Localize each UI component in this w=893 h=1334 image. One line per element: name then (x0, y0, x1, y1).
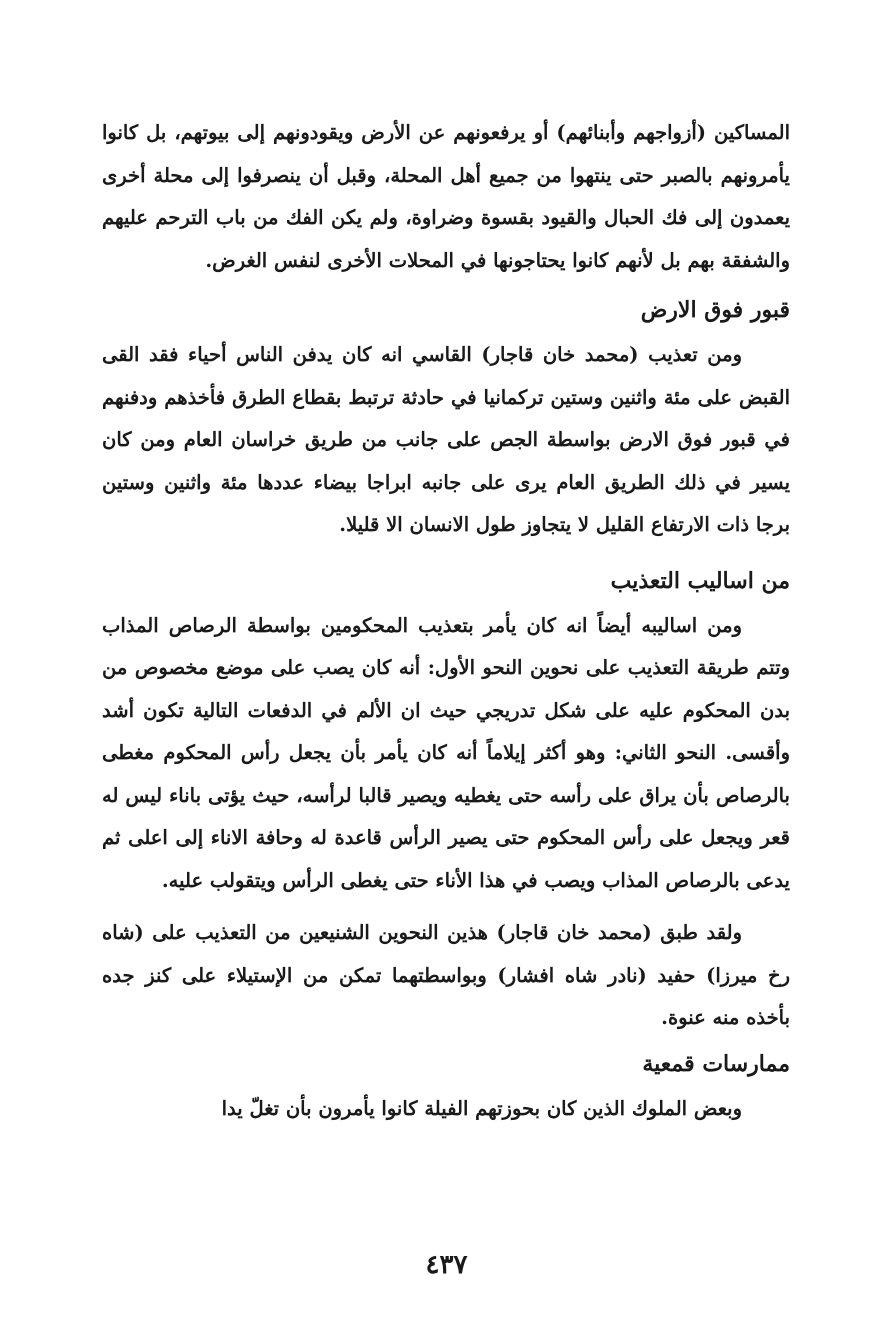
section-heading-repressive-practices: ممارسات قمعية (642, 1050, 790, 1077)
paragraph-molten-lead: ومن اساليبه أيضاً انه كان يأمر بتعذيب المحكومين بواسطة الرصاص المذاب وتتم طريقة التعذيب على نحوين النحو الأول: أنه كان يصب على موضع مخصوص من بدن المحكوم عليه على شكل تدريجي حيث ان الألم في الدفعات التالية تكون أشد وأقسى. النحو الثاني: وهو أكثر إيلاماً أنه كان يأمر بأن يجعل رأس المحكوم مغطى بالرصاص بأن يراق على رأسه حتى يغطيه ويصير قالبا لرأسه، حيث يؤتى باناء ليس له قعر ويجعل على رأس المحكوم حتى يصير الرأس قاعدة له وحافة الاناء إلى اعلى ثم يدعى بالرصاص المذاب ويصب في هذا الأناء حتى يغطى الرأس ويتقولب عليه. (102, 613, 790, 892)
page-number: ٤٣٧ (425, 1250, 468, 1280)
section-heading-graves-above-ground: قبور فوق الارض (640, 297, 790, 323)
paragraph-continuation: المساكين (أزواجهم وأبنائهم) أو يرفعونهم عن الأرض ويقودونهم إلى بيوتهم، بل كانوا يأمرونهم بالصبر حتى ينتهوا من جميع أهل المحلة، وقبل أن ينصرفوا إلى محلة أخرى يعمدون إلى فك الحبال والقيود بقسوة وضراوة، ولم يكن الفك من باب الترحم عليهم والشفقة بهم بل لأنهم كانوا يحتاجونها في المحلات الأخرى لنفس الغرض. (102, 121, 790, 272)
section-heading-torture-methods: من اساليب التعذيب (610, 567, 790, 594)
page-body (102, 112, 790, 1130)
paragraph-elephants: وبعض الملوك الذين كان بحوزتهم الفيلة كانوا يأمرون بأن تغلّ يدا (221, 1096, 742, 1120)
paragraph-burial-story: ومن تعذيب (محمد خان قاجار) القاسي انه كان يدفن الناس أحياء فقد القى القبض على مئة واثنين وستين تركمانيا في حادثة ترتبط بقطاع الطرق فأخذهم ودفنهم في قبور فوق الارض بواسطة الجص على جانب من طريق خراسان العام ومن كان يسير في ذلك الطريق العام يرى على جانبه ابراجا بيضاء عددها مئة واثنين وستين برجا ذات الارتفاع القليل لا يتجاوز طول الانسان الا قليلا. (102, 343, 790, 536)
paragraph-shahrukh: ولقد طبق (محمد خان قاجار) هذين النحوين الشنيعين من التعذيب على (شاه رخ ميرزا) حفيد (نادر شاه افشار) وبواسطتهما تمكن من الإستيلاء على كنز جده بأخذه منه عنوة. (102, 921, 790, 1029)
